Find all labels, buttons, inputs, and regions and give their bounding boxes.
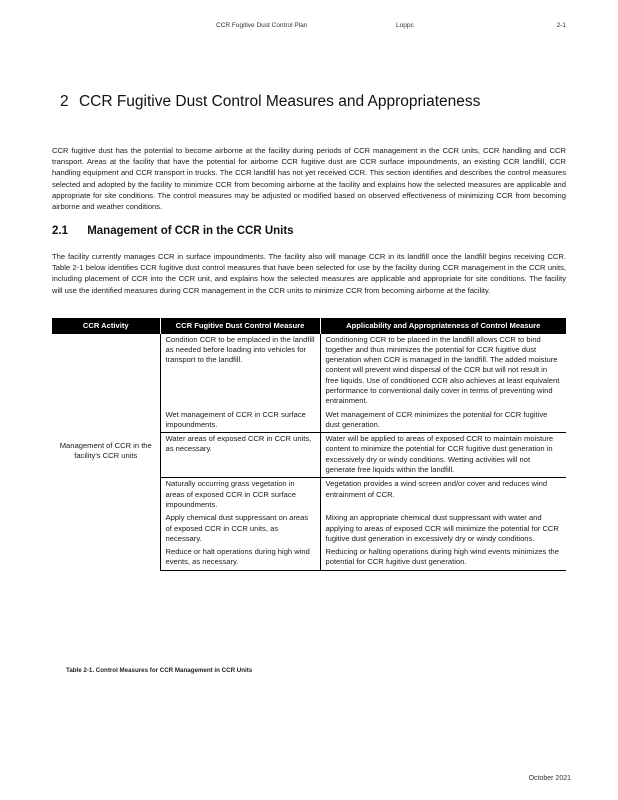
activity-cell: Management of CCR in the facility's CCR units	[52, 334, 160, 571]
table-row	[52, 334, 566, 409]
control-measures-table	[52, 318, 566, 571]
table-header-row	[52, 318, 566, 334]
appropriateness-cell: Wet management of CCR minimizes the potential for CCR fugitive dust generation.	[325, 409, 548, 429]
table-caption: Table 2-1. Control Measures for CCR Management in CCR Units	[66, 667, 253, 674]
subsection-title-text: Management of CCR in the CCR Units	[87, 225, 294, 237]
header-activity: CCR Activity	[52, 318, 160, 334]
appropriateness-cell: Mixing an appropriate chemical dust suppressant with water and applying to areas of exposed CCR will minimize the potential for CCR fugitive dust generation in excessively dry or windy conditions.	[325, 513, 559, 543]
intro-paragraph: CCR fugitive dust has the potential to become airborne at the facility during periods of CCR management in the CCR units, CCR handling and CCR transport. Areas at the facility that have the potential for airborne CCR fugitive dust are CCR surface impoundments, an existing CCR landfill, CCR handling equipment and CCR transport in trucks. The CCR landfill has not yet received CCR. This section identifies and describes the control measures selected and adopted by the facility to minimize CCR from becoming airborne at the facility and explains how the selected measures are applicable and appropriate for site conditions. The control measures may be adjusted or modified based on observed effectiveness of minimizing CCR from becoming airborne and weather conditions.	[52, 146, 566, 212]
footer-date: October 2021	[528, 775, 571, 782]
appropriateness-cell: Water will be applied to areas of exposed CCR to maintain moisture content to minimize the potential for CCR fugitive dust generation in excessively dry or windy conditions. Wetting activities will not generate free liquids within the landfill.	[320, 433, 566, 478]
appropriateness-cell: Reducing or halting operations during high wind events minimizes the potential for CCR fugitive dust generation.	[320, 546, 566, 570]
header-company: Loppc	[396, 22, 414, 29]
measure-cell: Reduce or halt operations during high wind events, as necessary.	[160, 546, 320, 570]
measure-cell: Wet management of CCR in CCR surface impoundments.	[160, 409, 320, 433]
measure-cell: Condition CCR to be emplaced in the landfill as needed before loading into vehicles for transport to the landfill.	[160, 334, 320, 409]
body-paragraph: The facility currently manages CCR in surface impoundments. The facility also will manage CCR in its landfill once the landfill begins receiving CCR. Table 2-1 below identifies CCR fugitive dust control measures that have been selected for use by the facility during CCR management in the CCR units, including placement of CCR into the CCR unit, and explains how the selected measures are applicable and appropriate for site conditions. The facility will use the identified measures during CCR management in the CCR units to minimize CCR from becoming airborne at the facility.	[52, 252, 566, 295]
measure-cell: Water areas of exposed CCR in CCR units, as necessary.	[160, 433, 320, 478]
appropriateness-cell: Conditioning CCR to be placed in the landfill allows CCR to bind together and thus minimizes the potential for CCR fugitive dust generation when CCR is managed in the landfill. The added moisture content will prevent wind dispersal of the CCR but will not result in free liquids. Use of conditioned CCR also achieves at least equivalent performance to conventional daily cover in terms of preventing wind entrainment.	[325, 334, 560, 406]
section-heading	[60, 93, 486, 111]
section-title-text: CCR Fugitive Dust Control Measures and Appropriateness	[78, 93, 481, 110]
subsection-number: 2.1	[52, 225, 68, 237]
subsection-heading	[52, 225, 294, 237]
section-number: 2	[60, 93, 69, 110]
header-page-number: 2-1	[556, 22, 566, 29]
appropriateness-cell: Vegetation provides a wind screen and/or cover and reduces wind entrainment of CCR.	[320, 478, 566, 512]
header-appropriateness: Applicability and Appropriateness of Control Measure	[320, 318, 566, 334]
measure-cell: Apply chemical dust suppressant on areas of exposed CCR in CCR units, as necessary.	[160, 512, 320, 546]
measure-cell: Naturally occurring grass vegetation in areas of exposed CCR in CCR surface impoundments.	[160, 478, 320, 512]
header-document-title: CCR Fugitive Dust Control Plan	[216, 22, 308, 29]
header-measure: CCR Fugitive Dust Control Measure	[160, 318, 320, 334]
